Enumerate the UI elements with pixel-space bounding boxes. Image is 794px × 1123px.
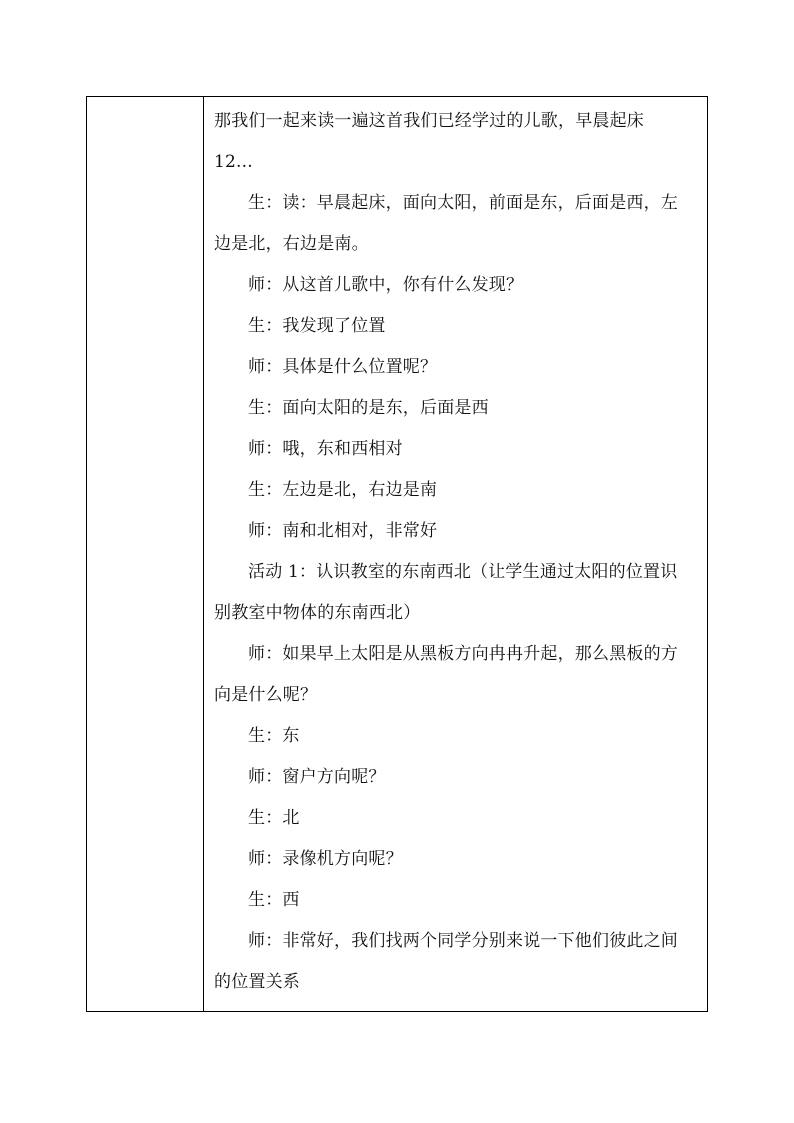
text-line: 生：读：早晨起床，面向太阳，前面是东，后面是西，左 [248, 193, 678, 213]
text-line: 的位置关系 [214, 972, 300, 992]
text-line: 师：南和北相对，非常好 [248, 521, 438, 541]
lesson-table [86, 96, 708, 1012]
content-cell [204, 97, 707, 1011]
text-line: 师：录像机方向呢？ [248, 849, 403, 869]
text-line: 生：西 [248, 890, 300, 910]
text-line: 生：左边是北，右边是南 [248, 480, 438, 500]
text-line: 12... [214, 152, 253, 172]
text-line: 生：东 [248, 726, 300, 746]
text-line: 别教室中物体的东南西北） [214, 603, 421, 623]
text-line: 师：窗户方向呢？ [248, 767, 386, 787]
text-line: 师：非常好，我们找两个同学分别来说一下他们彼此之间 [248, 931, 678, 951]
text-line: 生：我发现了位置 [248, 316, 386, 336]
text-line: 师：如果早上太阳是从黑板方向冉冉升起，那么黑板的方 [248, 644, 678, 664]
text-line: 师：具体是什么位置呢？ [248, 357, 438, 377]
text-line: 生：面向太阳的是东，后面是西 [248, 398, 489, 418]
text-line: 生：北 [248, 808, 300, 828]
left-column-cell [87, 97, 204, 1011]
text-line: 边是北，右边是南。 [214, 234, 369, 254]
text-line: 向是什么呢？ [214, 685, 318, 705]
text-line: 师：从这首儿歌中，你有什么发现？ [248, 275, 524, 295]
text-line: 活动 1：认识教室的东南西北（让学生通过太阳的位置识 [248, 562, 678, 582]
text-line: 师：哦，东和西相对 [248, 439, 403, 459]
text-line: 那我们一起来读一遍这首我们已经学过的儿歌，早晨起床 [214, 111, 644, 131]
